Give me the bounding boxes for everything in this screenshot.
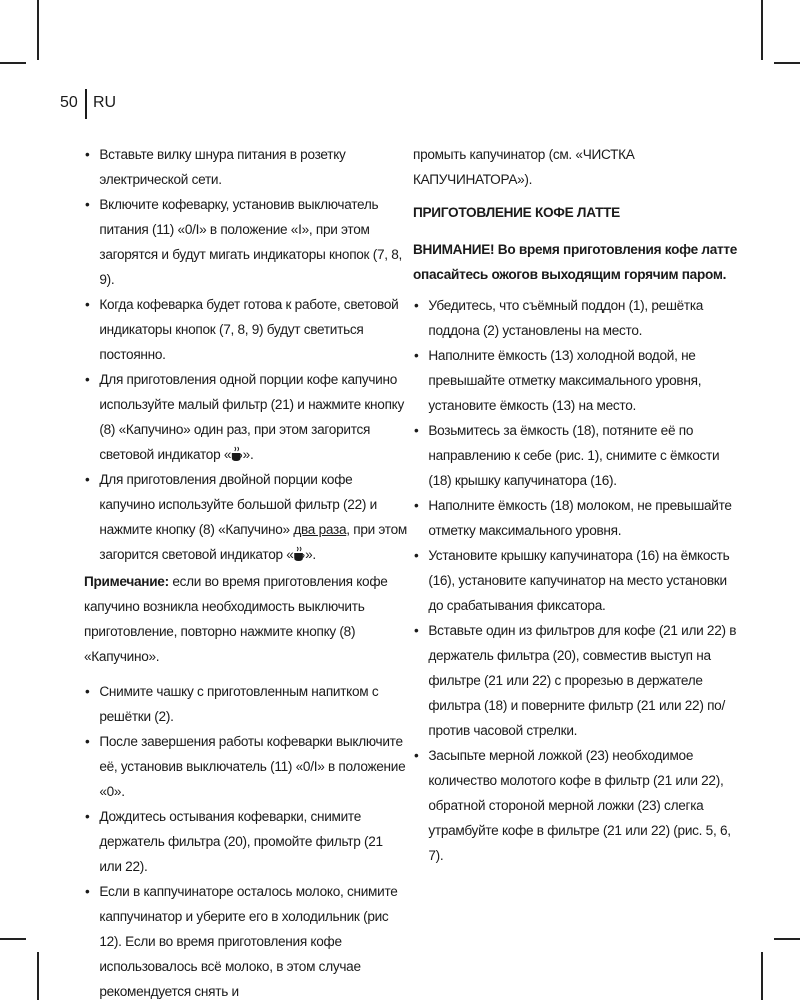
page-number: 50 [60, 94, 78, 111]
continuation-text: промыть капучинатор (см. «ЧИСТКА КАПУЧИНАТОРА»). [413, 147, 635, 188]
crop-mark-bottom-left-h [0, 938, 26, 940]
crop-mark-top-left-v [37, 0, 39, 60]
note-label: Примечание: [84, 574, 169, 590]
warning-text: ВНИМАНИЕ! Во время приготовления кофе латте опасайтесь ожогов выходящим горячим паром. [413, 242, 738, 283]
crop-mark-bottom-right-h [774, 938, 800, 940]
crop-mark-bottom-left-v [37, 952, 39, 1000]
note-text: если во время приготовления кофе капучино возникла необходимость выключить приготовление, повторно нажмите кнопку (8) «Капучино». [84, 574, 388, 665]
left-column [84, 143, 408, 1005]
header-divider [85, 89, 87, 119]
instructions-list-a [84, 143, 408, 568]
right-column [413, 143, 744, 869]
note-paragraph [84, 570, 408, 670]
list-item: • Убедитесь, что съёмный поддон (1), решётка поддона (2) установлены на место. [413, 294, 744, 344]
crop-mark-top-left-h [0, 62, 26, 64]
list-item: • Если в каппучинаторе осталось молоко, снимите каппучинатор и уберите его в холодильник (рис 12). Если во время приготовления кофе использовалось всё молоко, в этом случае рекомендуется снять и [84, 880, 408, 1005]
single-portion-text: Для приготовления одной порции кофе капучино используйте малый фильтр (21) и нажмите кнопку (8) «Капучино» один раз, при этом загорится световой индикатор « [99, 372, 405, 463]
cup-steam-icon [231, 446, 243, 462]
list-item: • Наполните ёмкость (18) молоком, не превышайте отметку максимального уровня. [413, 494, 744, 544]
double-portion-underlined: два раза [293, 522, 347, 538]
double-portion-text-a: Для приготовления двойной порции кофе капучино используйте большой фильтр (22) и нажмите кнопку (8) «Капучино» [99, 472, 377, 538]
double-portion-tail: ». [305, 547, 316, 563]
single-portion-tail: ». [242, 447, 254, 463]
list-item: • Когда кофеварка будет готова к работе, световой индикаторы кнопок (7, 8, 9) будут светиться постоянно. [84, 293, 408, 368]
list-item: • Наполните ёмкость (13) холодной водой, не превышайте отметку максимального уровня, установите ёмкость (13) на место. [413, 344, 744, 419]
list-item: • После завершения работы кофеварки выключите её, установив выключатель (11) «0/I» в положение «0». [84, 730, 408, 805]
list-item: • Снимите чашку с приготовленным напитком с решётки (2). [84, 680, 408, 730]
double-portion-text-b: , при этом загорится световой индикатор « [99, 522, 407, 563]
language-code: RU [93, 94, 117, 111]
list-item: • Возьмитесь за ёмкость (18), потяните её по направлению к себе (рис. 1), снимите с ёмкости (18) крышку капучинатора (16). [413, 419, 744, 494]
instructions-list-b [84, 680, 408, 1005]
list-item-double-portion [84, 468, 408, 568]
crop-mark-top-right-v [761, 0, 763, 60]
list-item: • Дождитесь остывания кофеварки, снимите держатель фильтра (20), промойте фильтр (21 или 22). [84, 805, 408, 880]
crop-mark-bottom-right-v [761, 952, 763, 1000]
list-item: • Включите кофеварку, установив выключатель питания (11) «0/I» в положение «I», при этом загорятся и будут мигать индикаторы кнопок (7, 8, 9). [84, 193, 408, 293]
latte-instructions-list [413, 294, 744, 869]
list-item: • Вставьте вилку шнура питания в розетку электрической сети. [84, 143, 408, 193]
list-item: • Засыпьте мерной ложкой (23) необходимое количество молотого кофе в фильтр (21 или 22), обратной стороной мерной ложки (23) слегка утрамбуйте кофе в фильтре (21 или 22) (рис. 5, 6, 7). [413, 744, 744, 869]
cup-steam-icon [294, 546, 306, 562]
list-item: • Установите крышку капучинатора (16) на ёмкость (16), установите капучинатор на место установки до срабатывания фиксатора. [413, 544, 744, 619]
crop-mark-top-right-h [774, 62, 800, 64]
list-item: • Вставьте один из фильтров для кофе (21 или 22) в держатель фильтра (20), совместив выступ на фильтре (21 или 22) с прорезью в держателе фильтра (18) и поверните фильтр (21 или 22) по/против часовой стрелки. [413, 619, 744, 744]
section-heading: ПРИГОТОВЛЕНИЕ КОФЕ ЛАТТЕ [413, 205, 620, 221]
list-item-single-portion [84, 368, 408, 468]
